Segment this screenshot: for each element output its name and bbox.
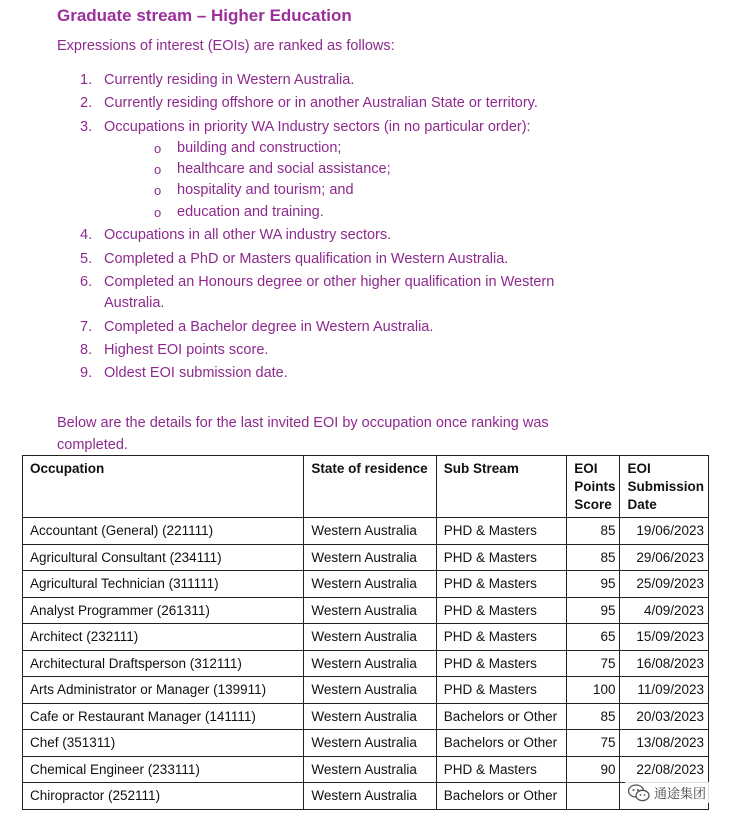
- sub-bullet: o: [154, 140, 162, 156]
- sub-bullet: o: [154, 183, 162, 199]
- header-points-line2: Points: [574, 479, 616, 494]
- table-row: [23, 677, 709, 704]
- table-row: [23, 783, 709, 810]
- watermark: [625, 782, 709, 803]
- cell-state: Western Australia: [304, 544, 436, 571]
- ranking-item: [57, 225, 617, 246]
- priority-sector-item: [104, 159, 617, 180]
- cell-occupation: Architectural Draftsperson (312111): [23, 650, 304, 677]
- cell-occupation: Analyst Programmer (261311): [23, 597, 304, 624]
- priority-sector-item: [104, 202, 617, 223]
- cell-state: Western Australia: [304, 518, 436, 545]
- cell-state: Western Australia: [304, 730, 436, 757]
- cell-points: 75: [567, 650, 620, 677]
- priority-sector-text: healthcare and social assistance;: [177, 161, 391, 178]
- ranking-text: Highest EOI points score.: [104, 341, 269, 358]
- cell-date: 16/08/2023: [620, 650, 709, 677]
- ranking-item: [57, 117, 617, 223]
- cell-state: Western Australia: [304, 677, 436, 704]
- table-row: [23, 571, 709, 598]
- cell-sub-stream: PHD & Masters: [436, 624, 566, 651]
- table-header-row: [23, 456, 709, 518]
- cell-sub-stream: PHD & Masters: [436, 756, 566, 783]
- cell-sub-stream: PHD & Masters: [436, 518, 566, 545]
- ranking-text: Completed a PhD or Masters qualification in Western Australia.: [104, 250, 509, 267]
- ranking-text: Occupations in priority WA Industry sectors (in no particular order):: [104, 118, 531, 135]
- table-row: [23, 624, 709, 651]
- cell-points: 75: [567, 730, 620, 757]
- cell-occupation: Chef (351311): [23, 730, 304, 757]
- header-date-line2: Submission: [627, 479, 704, 494]
- ranking-text: Oldest EOI submission date.: [104, 365, 288, 382]
- cell-sub-stream: PHD & Masters: [436, 544, 566, 571]
- table-row: [23, 730, 709, 757]
- table-row: [23, 518, 709, 545]
- cell-date: 4/09/2023: [620, 597, 709, 624]
- ranking-item: [57, 249, 617, 270]
- cell-points: 85: [567, 544, 620, 571]
- cell-sub-stream: PHD & Masters: [436, 650, 566, 677]
- wechat-icon: [628, 784, 650, 802]
- header-state: State of residence: [304, 456, 436, 518]
- ranking-text: Completed an Honours degree or other higher qualification in Western Australia.: [104, 274, 555, 312]
- cell-points: 65: [567, 624, 620, 651]
- cell-points: 85: [567, 518, 620, 545]
- cell-sub-stream: Bachelors or Other: [436, 730, 566, 757]
- cell-state: Western Australia: [304, 597, 436, 624]
- header-date: [620, 456, 709, 518]
- ranking-number: 8.: [80, 341, 93, 358]
- ranking-list: [57, 70, 617, 387]
- ranking-number: 4.: [80, 227, 93, 244]
- table-row: [23, 650, 709, 677]
- priority-sector-text: hospitality and tourism; and: [177, 182, 354, 199]
- ranking-item: [57, 70, 617, 91]
- cell-points: 95: [567, 597, 620, 624]
- sub-bullet: o: [154, 162, 162, 178]
- ranking-text: Occupations in all other WA industry sectors.: [104, 227, 392, 244]
- ranking-text: Completed a Bachelor degree in Western Australia.: [104, 318, 434, 335]
- cell-occupation: Architect (232111): [23, 624, 304, 651]
- header-occupation: Occupation: [23, 456, 304, 518]
- cell-state: Western Australia: [304, 756, 436, 783]
- cell-points: 85: [567, 703, 620, 730]
- cell-date: 15/09/2023: [620, 624, 709, 651]
- header-points-line1: EOI: [574, 461, 598, 476]
- ranking-item: [57, 340, 617, 361]
- cell-occupation: Accountant (General) (221111): [23, 518, 304, 545]
- cell-points: 100: [567, 677, 620, 704]
- header-points-line3: Score: [574, 497, 612, 512]
- sub-bullet: o: [154, 204, 162, 220]
- cell-occupation: Chemical Engineer (233111): [23, 756, 304, 783]
- cell-points: 90: [567, 756, 620, 783]
- cell-state: Western Australia: [304, 783, 436, 810]
- ranking-item: [57, 93, 617, 114]
- table-row: [23, 597, 709, 624]
- watermark-text: 通途集团: [653, 786, 706, 801]
- table-row: [23, 756, 709, 783]
- cell-sub-stream: PHD & Masters: [436, 677, 566, 704]
- ranking-number: 3.: [80, 118, 93, 135]
- table-body: [23, 518, 709, 810]
- priority-sector-item: [104, 180, 617, 201]
- cell-date: 25/09/2023: [620, 571, 709, 598]
- priority-sector-list: [104, 138, 617, 223]
- ranking-item: [57, 363, 617, 384]
- priority-sector-item: [104, 138, 617, 159]
- cell-occupation: Chiropractor (252111): [23, 783, 304, 810]
- cell-sub-stream: Bachelors or Other: [436, 783, 566, 810]
- cell-sub-stream: Bachelors or Other: [436, 703, 566, 730]
- cell-date: 20/03/2023: [620, 703, 709, 730]
- cell-sub-stream: PHD & Masters: [436, 571, 566, 598]
- table-row: [23, 703, 709, 730]
- cell-state: Western Australia: [304, 571, 436, 598]
- ranking-number: 9.: [80, 365, 93, 382]
- cell-date: 22/08/2023: [620, 756, 709, 783]
- cell-state: Western Australia: [304, 703, 436, 730]
- cell-sub-stream: PHD & Masters: [436, 597, 566, 624]
- cell-occupation: Agricultural Technician (311111): [23, 571, 304, 598]
- ranking-text: Currently residing in Western Australia.: [104, 72, 355, 88]
- ranking-number: 6.: [80, 274, 93, 291]
- details-intro-text: Below are the details for the last invited EOI by occupation once ranking was completed.: [57, 415, 549, 453]
- cell-points: 95: [567, 571, 620, 598]
- ranking-number: 5.: [80, 250, 93, 267]
- cell-state: Western Australia: [304, 624, 436, 651]
- header-sub-stream: Sub Stream: [436, 456, 566, 518]
- priority-sector-text: education and training.: [177, 203, 324, 220]
- cell-points: [567, 783, 620, 810]
- cell-occupation: Arts Administrator or Manager (139911): [23, 677, 304, 704]
- priority-sector-text: building and construction;: [177, 139, 342, 156]
- cell-date: 29/06/2023: [620, 544, 709, 571]
- ranking-number: 1.: [80, 72, 93, 88]
- cell-date: 19/06/2023: [620, 518, 709, 545]
- cell-state: Western Australia: [304, 650, 436, 677]
- ranking-text: Currently residing offshore or in another Australian State or territory.: [104, 95, 538, 112]
- ranking-item: [57, 317, 617, 338]
- header-date-line3: Date: [627, 497, 657, 512]
- cell-occupation: Cafe or Restaurant Manager (141111): [23, 703, 304, 730]
- cell-occupation: Agricultural Consultant (234111): [23, 544, 304, 571]
- ranking-item: [57, 272, 617, 314]
- eoi-table: [22, 455, 709, 810]
- cell-date: 11/09/2023: [620, 677, 709, 704]
- cell-date: 13/08/2023: [620, 730, 709, 757]
- table-row: [23, 544, 709, 571]
- ranking-number: 7.: [80, 318, 93, 335]
- header-points: [567, 456, 620, 518]
- intro-text: Expressions of interest (EOIs) are ranked as follows:: [57, 38, 395, 54]
- header-date-line1: EOI: [627, 461, 651, 476]
- ranking-number: 2.: [80, 95, 93, 112]
- page-heading: Graduate stream – Higher Education: [57, 6, 352, 25]
